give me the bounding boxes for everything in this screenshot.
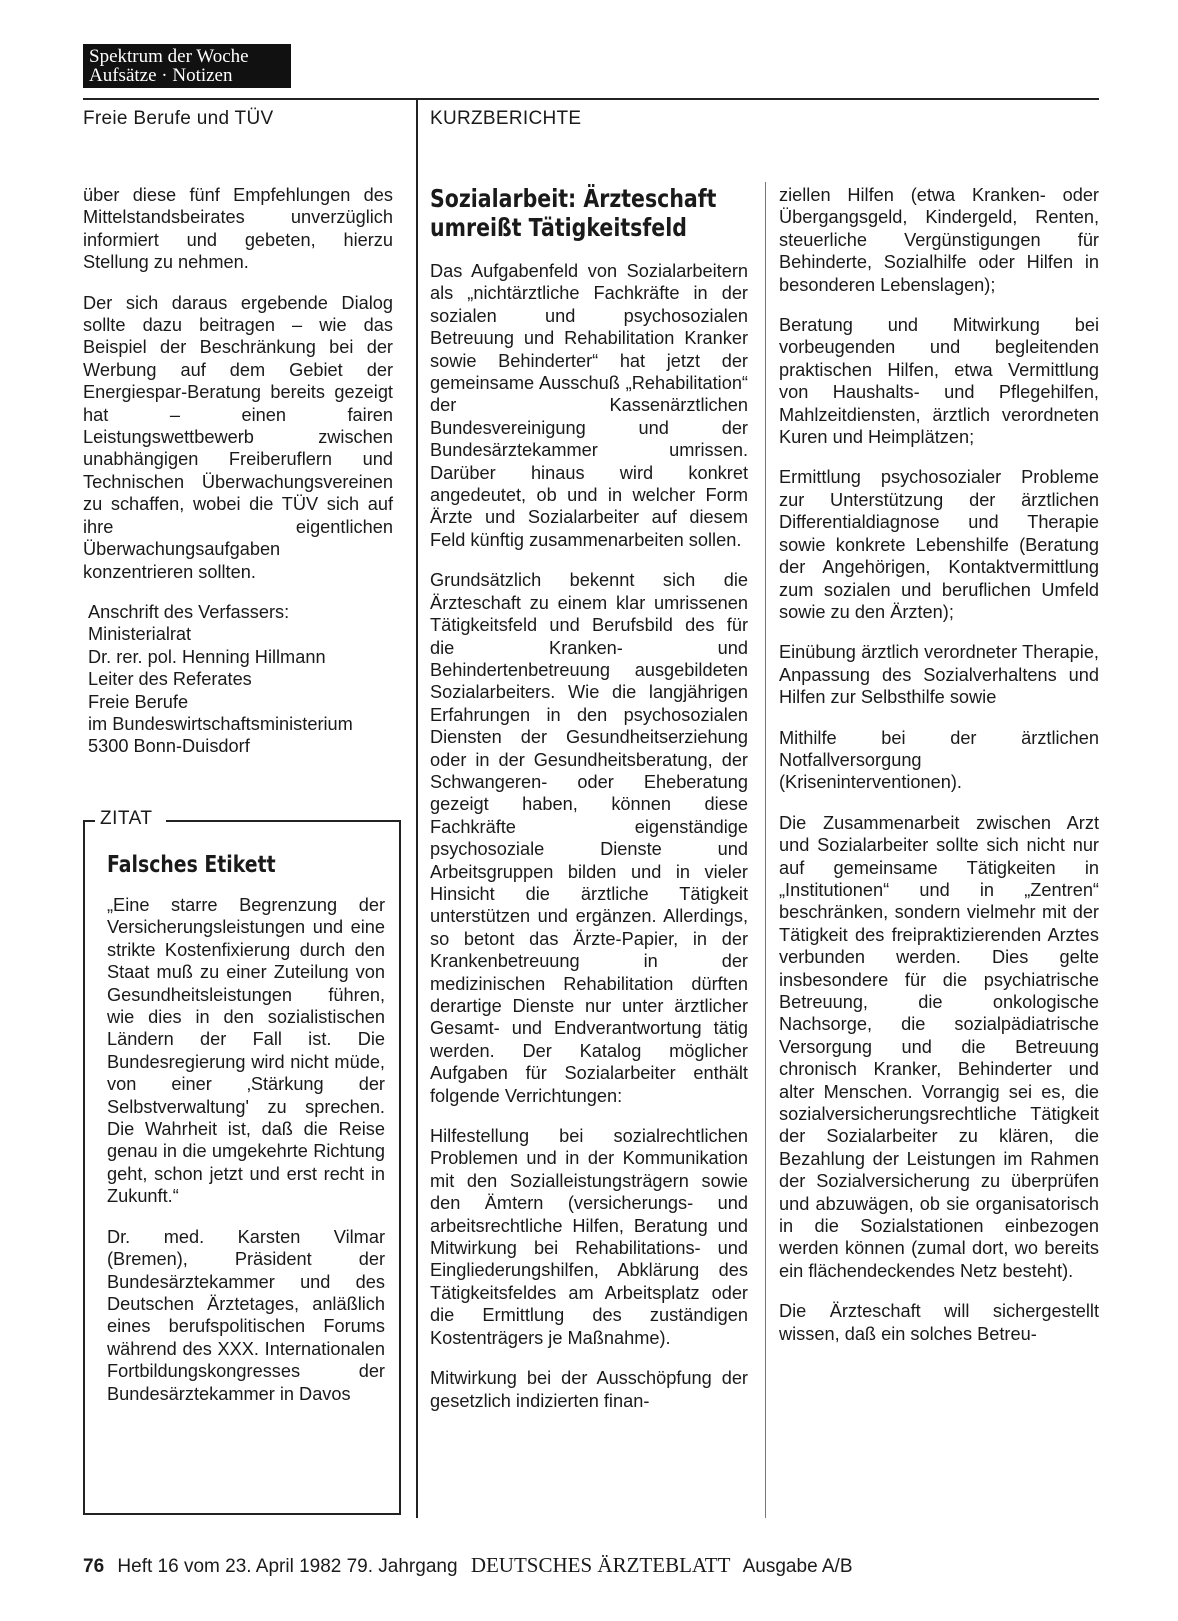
quote-text: „Eine starre Begrenzung der Versicherungsleistungen und eine strikte Kostenfixierung durch den Staat muß zu einer Zuteilung von Gesundheitsleistungen führen, wie dies in den sozialistischen Ländern der Fall ist. Die Bundesregierung wird nicht müde, von einer ‚Stärkung der Selbstverwaltung' zu sprechen. Die Wahrheit ist, daß die Reise genau in die umgekehrte Richtung geht, schon jetzt und erst recht in Zukunft.“: [107, 895, 385, 1207]
quote-box-top-rule: [166, 820, 401, 822]
article-headline: Sozialarbeit: Ärzteschaft umreißt Tätigkeitsfeld: [430, 184, 717, 242]
section-heading-right: KURZBERICHTE: [430, 108, 582, 129]
address-line: Anschrift des Verfassers:: [88, 601, 290, 622]
article-paragraph: Mithilfe bei der ärztlichen Notfallversorgung (Kriseninterventionen).: [779, 727, 1099, 793]
address-line: 5300 Bonn-Duisdorf: [88, 736, 250, 757]
article-column-2: [779, 184, 1099, 1363]
article-paragraph: Hilfestellung bei sozialrechtlichen Problemen und in der Kommunikation mit den Sozialleistungsträgern sowie den Ämtern (versicherungs- und arbeitsrechtliche Hilfen, Beratung und Mitwirkung bei Rehabilitations- und Eingliederungshilfen, Abklärung des Tätigkeitsfeldes am Arbeitsplatz oder die Ermittlung des zuständigen Kostenträgers je Maßnahme).: [430, 1126, 748, 1348]
edition-info: Ausgabe A/B: [742, 1556, 853, 1577]
section-heading-left: Freie Berufe und TÜV: [83, 108, 274, 129]
quote-body: [107, 894, 385, 1423]
page-footer: [83, 1553, 853, 1578]
article-paragraph: Die Zusammenarbeit zwischen Arzt und Sozialarbeiter sollte sich nicht nur auf gemeinsame Tätigkeiten in „Institutionen“ und in „Zentren“ beschränken, sondern vielmehr mit der Tätigkeit des freipraktizierenden Arztes verbunden werden. Dies gelte insbesondere für die psychiatrische Betreuung, die onkologische Nachsorge, die sozialpädiatrische Versorgung und die Betreuung chronisch Kranker, Behinderter und alter Menschen. Vorrangig sei es, die sozialversicherungsrechtliche Tätigkeit der Sozialarbeiter zu klären, die Bezahlung der Leistungen im Rahmen der Sozialversicherung zu überprüfen und abzuwägen, ob sie organisatorisch in die Sozialstationen einbezogen werden können (zumal dort, wo bereits ein flächendeckendes Netz besteht).: [779, 812, 1099, 1281]
address-line: Ministerialrat: [88, 624, 192, 645]
issue-info: Heft 16 vom 23. April 1982 79. Jahrgang: [117, 1556, 458, 1577]
article-paragraph: Ermittlung psychosozialer Probleme zur Unterstützung der ärztlichen Differentialdiagnose und Therapie sowie konkrete Lebenshilfe (Beratung der Angehörigen, Kontaktvermittlung zum sozialen und beruflichen Umfeld sowie zu den Ärzten);: [779, 467, 1099, 622]
article-paragraph: Die Ärzteschaft will sichergestellt wissen, daß ein solches Betreu-: [779, 1301, 1099, 1344]
left-column: [83, 184, 393, 758]
article-column-1: [430, 184, 748, 1430]
address-line: Leiter des Referates: [88, 669, 252, 690]
left-paragraph: über diese fünf Empfehlungen des Mittelstandsbeirates unverzüglich informiert und gebeten, hierzu Stellung zu nehmen.: [83, 185, 393, 273]
article-paragraph: Mitwirkung bei der Ausschöpfung der gesetzlich indizierten finan-: [430, 1368, 748, 1411]
article-paragraph: Grundsätzlich bekennt sich die Ärzteschaft zu einem klar umrissenen Tätigkeitsfeld und Berufsbild des für die Kranken- und Behindertenbetreuung ausgebildeten Sozialarbeiters. Wie die langjährigen Erfahrungen in den psychosozialen Diensten der Gesundheitserziehung oder in der Gesundheitsberatung, der Schwangeren- oder Eheberatung gezeigt haben, können diese Fachkräfte eigenständige psychosoziale Dienste und Arbeitsgruppen bilden und in vieler Hinsicht die ärztliche Tätigkeit unterstützen und ergänzen. Allerdings, so betont das Ärzte-Papier, in der Krankenbetreuung in der medizinischen Rehabilitation dürften derartige Dienste nur unter ärztlicher Gesamt- und Endverantwortung tätig werden. Der Katalog möglicher Aufgaben für Sozialarbeiter enthält folgende Verrichtungen:: [430, 570, 748, 1106]
journal-name: DEUTSCHES ÄRZTEBLATT: [470, 1553, 731, 1577]
section-badge: [83, 44, 291, 88]
page-number: 76: [83, 1556, 105, 1577]
article-paragraph: Das Aufgabenfeld von Sozialarbeitern als „nichtärztliche Fachkräfte in der sozialen und psychosozialen Betreuung und Rehabilitation Kranker sowie Behinderter“ hat jetzt der gemeinsame Ausschuß „Rehabilitation“ der Kassenärztlichen Bundesvereinigung und der Bundesärztekammer umrissen. Darüber hinaus wird konkret angedeutet, ob und in welcher Form Ärzte und Sozialarbeiter auf diesem Feld künftig zusammenarbeiten sollen.: [430, 261, 748, 550]
address-line: im Bundeswirtschaftsministerium: [88, 713, 353, 734]
article-paragraph: Einübung ärztlich verordneter Therapie, Anpassung des Sozialverhaltens und Hilfen zur Selbsthilfe sowie: [779, 642, 1099, 708]
badge-line-1: Spektrum der Woche: [89, 46, 249, 67]
article-paragraph: Beratung und Mitwirkung bei vorbeugenden und begleitenden praktischen Hilfen, etwa Vermittlung von Haushalts- und Pflegehilfen, Mahlzeitdiensten, ärztlich verordneten Kuren und Heimplätzen;: [779, 315, 1099, 448]
address-line: Dr. rer. pol. Henning Hillmann: [88, 646, 326, 667]
quote-label: ZITAT: [100, 808, 153, 829]
left-paragraph: Der sich daraus ergebende Dialog sollte dazu beitragen – wie das Beispiel der Beschränkung bei der Werbung auf dem Gebiet der Energiespar-Beratung bereits gezeigt hat – einen fairen Leistungswettbewerb zwischen unabhängigen Freiberuflern und Technischen Überwachungsvereinen zu schaffen, wobei die TÜV sich auf ihre eigentlichen Überwachungsaufgaben konzentrieren sollten.: [83, 292, 393, 582]
quote-box-top-rule: [83, 820, 95, 822]
quote-source: Dr. med. Karsten Vilmar (Bremen), Präsident der Bundesärztekammer und des Deutschen Ärztetages, anläßlich eines berufspolitischen Forums während des XXX. Internationalen Fortbildungskongresses der Bundesärztekammer in Davos: [107, 1226, 385, 1404]
article-paragraph: ziellen Hilfen (etwa Kranken- oder Übergangsgeld, Kindergeld, Renten, steuerliche Vergünstigungen für Behinderte, Sozialhilfe oder Hilfen in besonderen Lebenslagen);: [779, 185, 1099, 295]
badge-line-2: Aufsätze · Notizen: [89, 65, 233, 86]
article-column-divider: [765, 182, 766, 1518]
author-address: [83, 601, 393, 758]
top-rule: [83, 98, 1099, 100]
address-line: Freie Berufe: [88, 691, 189, 712]
quote-title: Falsches Etikett: [107, 852, 276, 878]
column-divider: [416, 100, 418, 1518]
